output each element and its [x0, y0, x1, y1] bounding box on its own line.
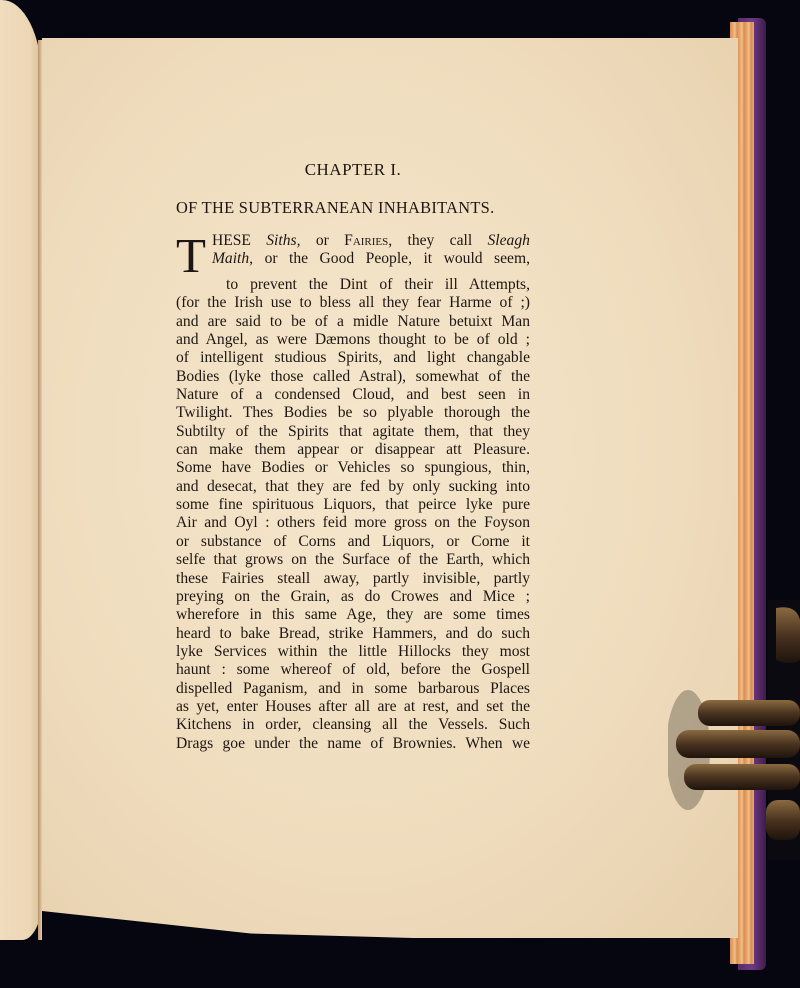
text-line: Twilight. Thes Bodies be so plyable thorough the — [176, 404, 530, 422]
chapter-title: CHAPTER I. — [304, 160, 402, 179]
text-line: Nature of a condensed Cloud, and best seen in — [176, 386, 530, 404]
text-line: Drags goe under the name of Brownies. When we — [176, 734, 530, 752]
chapter-subtitle: OF THE SUBTERRANEAN INHABITANTS. — [176, 198, 495, 217]
left-page — [0, 0, 42, 940]
text-line: haunt : some whereof of old, before the Gospell — [176, 661, 530, 679]
text-line: wherefore in this same Age, they are some times — [176, 606, 530, 624]
text-line: dispelled Paganism, and in some barbarous Places — [176, 679, 530, 697]
text-line: as yet, enter Houses after all are at rest, and set the — [176, 697, 530, 715]
chapter-body — [176, 228, 530, 753]
text-line: lyke Services within the little Hillocks they most — [176, 642, 530, 660]
text-line: Subtilty of the Spirits that agitate them, that they — [176, 422, 530, 440]
text-line: preying on the Grain, as do Crowes and Mice ; — [176, 587, 530, 605]
book-gutter — [38, 40, 42, 940]
text-line: of intelligent studious Spirits, and light changable — [176, 349, 530, 367]
text-line: Kitchens in order, cleansing all the Vessels. Such — [176, 716, 530, 734]
drop-cap: T — [176, 228, 206, 283]
text-line: (for the Irish use to bless all they fear Harme of ;) — [176, 294, 530, 312]
text-line: Some have Bodies or Vehicles so spungious, thin, — [176, 459, 530, 477]
bronze-hand-bookholder-icon — [668, 600, 800, 860]
text-line: these Fairies steall away, partly invisible, partly — [176, 569, 530, 587]
text-line: can make them appear or disappear att Pleasure. — [176, 441, 530, 459]
text-line: HESE Siths, or Fairies, they call Sleagh — [211, 232, 530, 249]
text-line: and desecat, that they are fed by only sucking into — [176, 477, 530, 495]
text-line: Air and Oyl : others feid more gross on the Foyson — [176, 514, 530, 532]
text-line: Bodies (lyke those called Astral), somewhat of the — [176, 367, 530, 385]
text-line: and are said to be of a midle Nature betuixt Man — [176, 312, 530, 330]
text-line: to prevent the Dint of their ill Attempts, — [226, 276, 530, 293]
page-text — [176, 160, 530, 753]
text-line: and Angel, as were Dæmons thought to be of old ; — [176, 331, 530, 349]
text-line: Maith, or the Good People, it would seem, — [211, 250, 530, 268]
text-line: or substance of Corns and Liquors, or Corne it — [176, 532, 530, 550]
text-line: some fine spirituous Liquors, that peirce lyke pure — [176, 496, 530, 514]
text-line: heard to bake Bread, strike Hammers, and do such — [176, 624, 530, 642]
text-line: selfe that grows on the Surface of the Earth, which — [176, 551, 530, 569]
